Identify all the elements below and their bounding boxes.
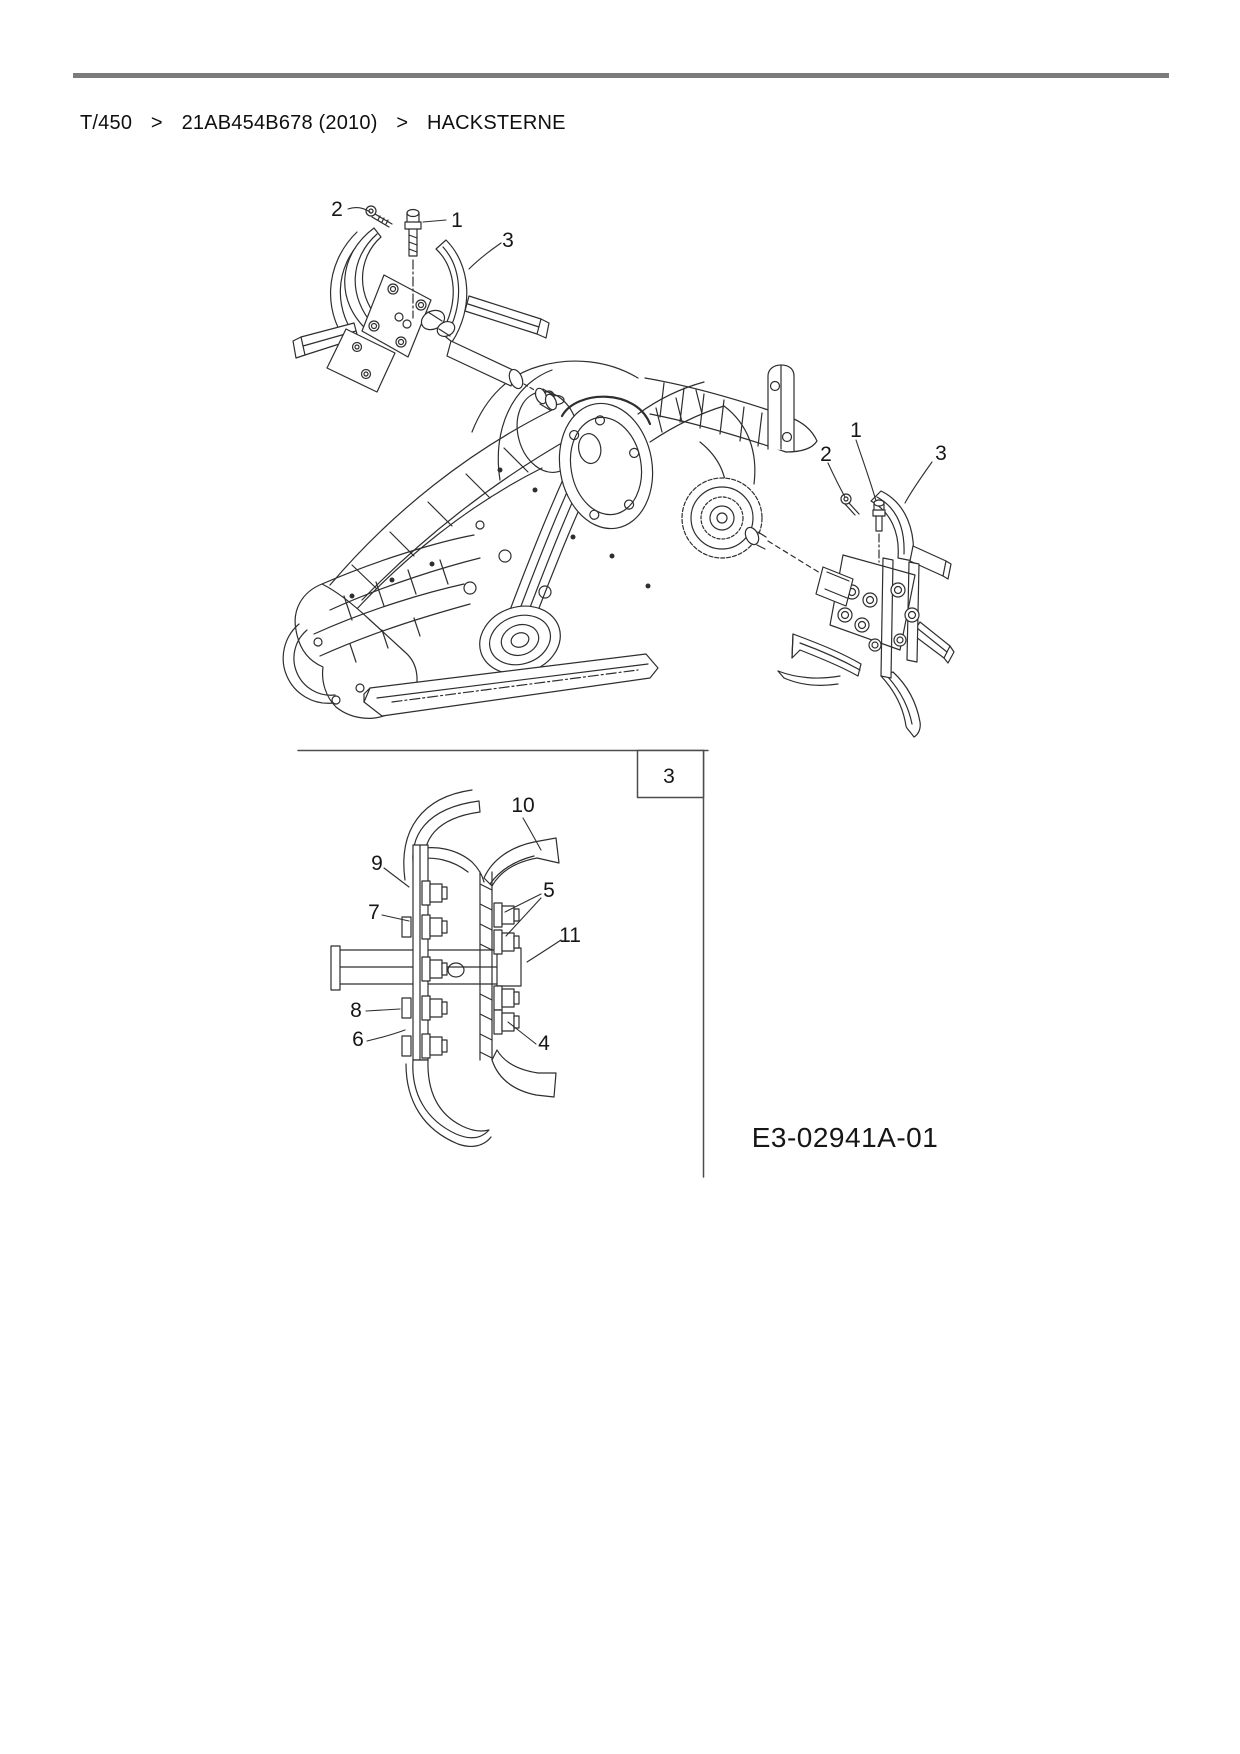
callout-11: 11 (559, 924, 581, 947)
callout-3-left: 3 (502, 229, 514, 252)
drawing-number: E3-02941A-01 (751, 1122, 939, 1153)
breadcrumb-item-model[interactable]: T/450 (80, 112, 133, 134)
callout-3-right: 3 (935, 442, 947, 465)
output-sprocket (682, 478, 762, 558)
callout-6: 6 (352, 1028, 364, 1051)
callout-2-right: 2 (820, 443, 832, 466)
breadcrumb-item-article[interactable]: 21AB454B678 (2010) (181, 112, 378, 134)
clip-screw (841, 494, 859, 515)
callout-2-left: 2 (331, 198, 343, 221)
breadcrumb-item-assembly[interactable]: HACKSTERNE (426, 112, 566, 134)
breadcrumb-separator: > (396, 112, 409, 134)
callout-7: 7 (368, 901, 380, 924)
callout-8: 8 (350, 999, 362, 1022)
callout-1-right: 1 (850, 419, 862, 442)
breadcrumb-separator: > (150, 112, 163, 134)
detail-section-ref-label: 3 (663, 765, 675, 788)
left-tine-assembly (293, 206, 559, 411)
callout-9: 9 (371, 852, 383, 875)
transmission-housing (283, 361, 820, 718)
clip-screw (366, 206, 392, 227)
tine-star-detail-view (331, 790, 559, 1146)
callout-10: 10 (511, 794, 535, 817)
callout-1-left: 1 (451, 209, 463, 232)
callout-5: 5 (543, 879, 555, 902)
callout-4: 4 (538, 1032, 550, 1055)
right-tine-assembly (778, 491, 954, 737)
